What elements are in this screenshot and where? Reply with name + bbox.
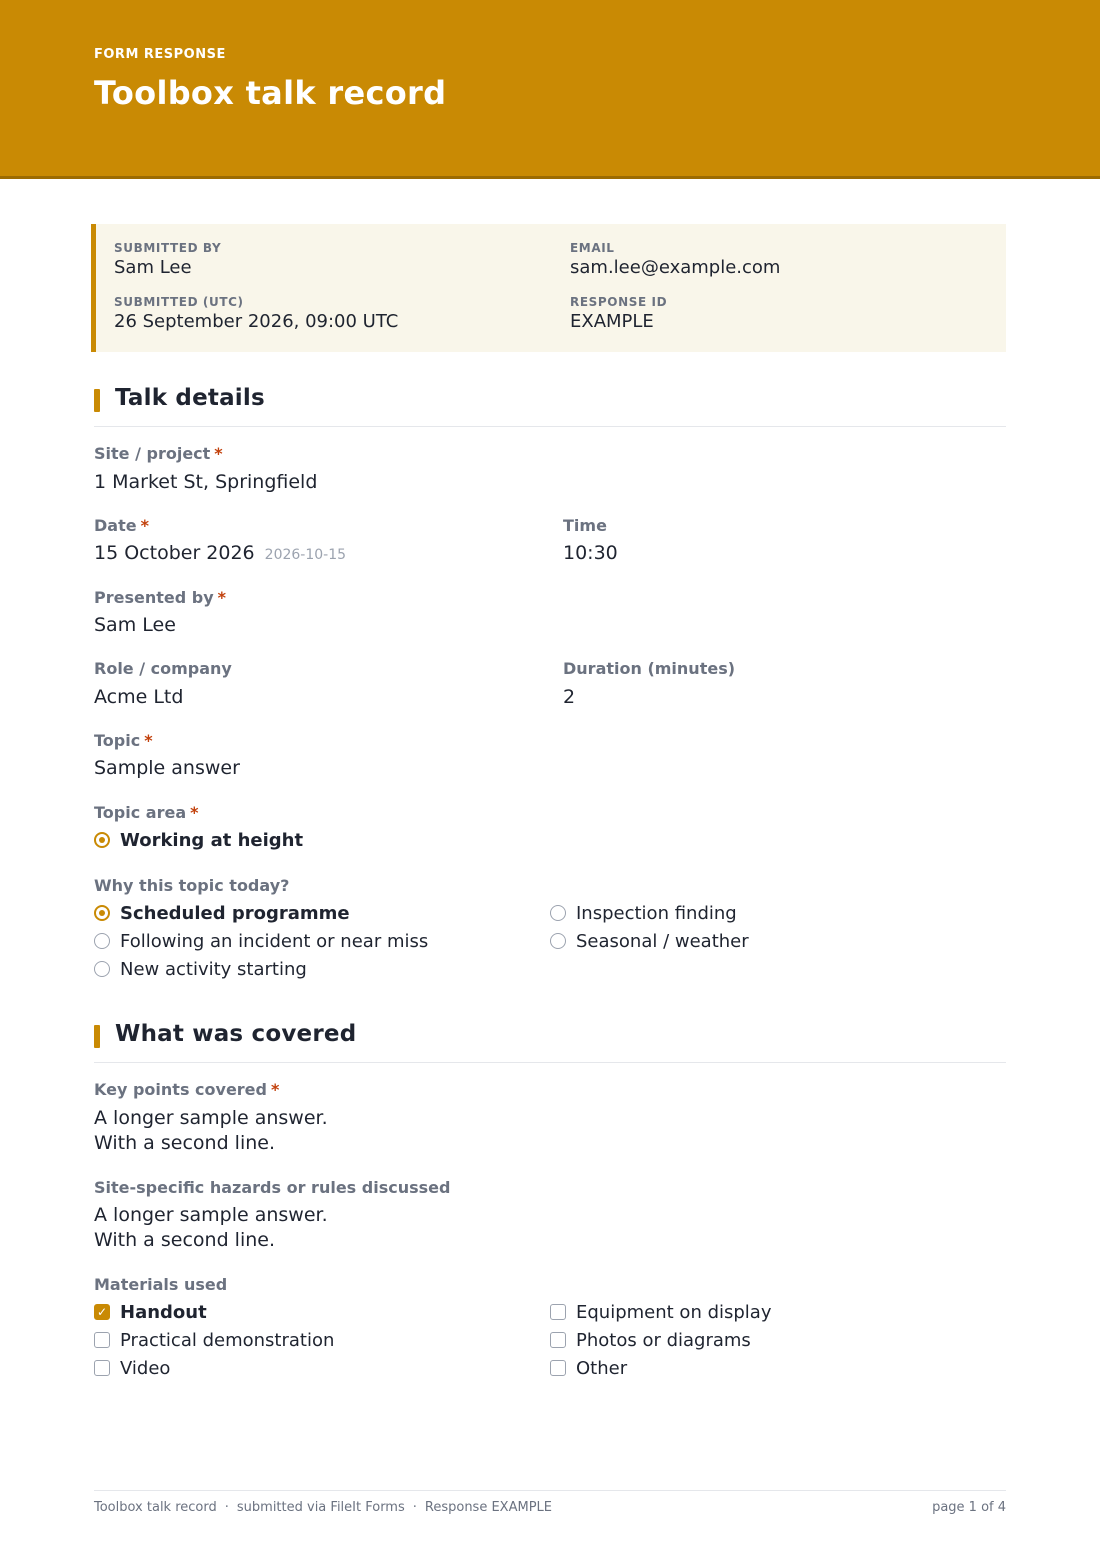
- date-iso: 2026-10-15: [264, 547, 347, 563]
- site-label: Site / project *: [94, 444, 223, 463]
- email-value: sam.lee@example.com: [570, 257, 781, 278]
- radio-empty-icon: [550, 905, 566, 921]
- key-points-line-1: A longer sample answer.: [94, 1107, 328, 1129]
- date-value: 15 October 2026 2026-10-15: [94, 542, 347, 564]
- section-title: Talk details: [115, 385, 265, 411]
- response-id-value: EXAMPLE: [570, 311, 654, 332]
- key-points-line-2: With a second line.: [94, 1132, 275, 1154]
- duration-value: 2: [563, 686, 576, 708]
- materials-option: ✓ Handout: [94, 1300, 207, 1324]
- submitted-utc: [114, 295, 398, 332]
- page-number: page 1 of 4: [932, 1500, 1006, 1515]
- topic-area-option: Working at height: [94, 828, 303, 852]
- radio-selected-icon: [94, 832, 110, 848]
- response-id-label: RESPONSE ID: [570, 295, 668, 309]
- radio-empty-icon: [94, 961, 110, 977]
- key-points-label: Key points covered *: [94, 1080, 280, 1099]
- required-marker: *: [190, 803, 199, 822]
- time-value: 10:30: [563, 542, 618, 564]
- submitted-by: [114, 241, 221, 278]
- response-id: [570, 295, 667, 332]
- email-label: EMAIL: [570, 241, 615, 255]
- email: [570, 241, 780, 278]
- time-label: Time: [563, 516, 607, 535]
- submitted-utc-value: 26 September 2026, 09:00 UTC: [114, 311, 399, 332]
- duration-label: Duration (minutes): [563, 659, 736, 678]
- role-label: Role / company: [94, 659, 232, 678]
- why-option: Scheduled programme: [94, 901, 350, 925]
- hazards-line-2: With a second line.: [94, 1229, 275, 1251]
- date-label: Date *: [94, 516, 149, 535]
- checkbox-empty-icon: [550, 1304, 566, 1320]
- required-marker: *: [214, 444, 223, 463]
- footer-separator: ·: [224, 1500, 229, 1515]
- materials-option: Photos or diagrams: [550, 1328, 751, 1352]
- materials-option: Video: [94, 1356, 170, 1380]
- materials-option: Practical demonstration: [94, 1328, 334, 1352]
- checkbox-empty-icon: [550, 1332, 566, 1348]
- submitted-by-value: Sam Lee: [114, 257, 192, 278]
- page-footer: [94, 1490, 1006, 1515]
- why-option: Following an incident or near miss: [94, 929, 428, 953]
- hazards-line-1: A longer sample answer.: [94, 1204, 328, 1226]
- form-eyebrow: FORM RESPONSE: [94, 47, 226, 62]
- checkbox-empty-icon: [94, 1360, 110, 1376]
- why-option: Seasonal / weather: [550, 929, 749, 953]
- required-marker: *: [140, 516, 149, 535]
- section-talk-details: [94, 387, 1006, 427]
- site-value: 1 Market St, Springfield: [94, 471, 318, 493]
- checkbox-empty-icon: [550, 1360, 566, 1376]
- footer-form-name: Toolbox talk record: [94, 1500, 217, 1515]
- checkbox-empty-icon: [94, 1332, 110, 1348]
- key-points-value: [94, 1106, 328, 1156]
- topic-value: Sample answer: [94, 757, 240, 779]
- materials-option: Other: [550, 1356, 627, 1380]
- section-title: What was covered: [115, 1021, 357, 1047]
- required-marker: *: [217, 588, 227, 607]
- why-option: Inspection finding: [550, 901, 737, 925]
- footer-response: Response EXAMPLE: [424, 1500, 552, 1515]
- presented-by-value: Sam Lee: [94, 614, 176, 636]
- required-marker: *: [144, 731, 153, 750]
- materials-option: Equipment on display: [550, 1300, 772, 1324]
- submission-meta-panel: [91, 224, 1006, 352]
- footer-via: submitted via FileIt Forms: [236, 1500, 405, 1515]
- radio-empty-icon: [94, 933, 110, 949]
- presented-by-label: Presented by *: [94, 588, 227, 607]
- section-what-covered: [94, 1023, 1006, 1063]
- footer-info: [94, 1500, 552, 1515]
- form-header: [0, 0, 1100, 179]
- section-accent-bar: [94, 389, 100, 412]
- why-option: New activity starting: [94, 957, 307, 981]
- submitted-utc-label: SUBMITTED (UTC): [114, 295, 244, 309]
- radio-selected-icon: [94, 905, 110, 921]
- section-accent-bar: [94, 1025, 100, 1048]
- materials-label: Materials used: [94, 1275, 228, 1294]
- hazards-value: [94, 1203, 328, 1253]
- why-today-label: Why this topic today?: [94, 876, 290, 895]
- footer-separator: ·: [412, 1500, 417, 1515]
- topic-label: Topic *: [94, 731, 153, 750]
- radio-empty-icon: [550, 933, 566, 949]
- role-value: Acme Ltd: [94, 686, 184, 708]
- hazards-label: Site-specific hazards or rules discussed: [94, 1178, 451, 1197]
- checkbox-checked-icon: ✓: [94, 1304, 110, 1320]
- submitted-by-label: SUBMITTED BY: [114, 241, 222, 255]
- form-title: Toolbox talk record: [94, 74, 447, 112]
- topic-area-label: Topic area *: [94, 803, 199, 822]
- required-marker: *: [270, 1080, 280, 1099]
